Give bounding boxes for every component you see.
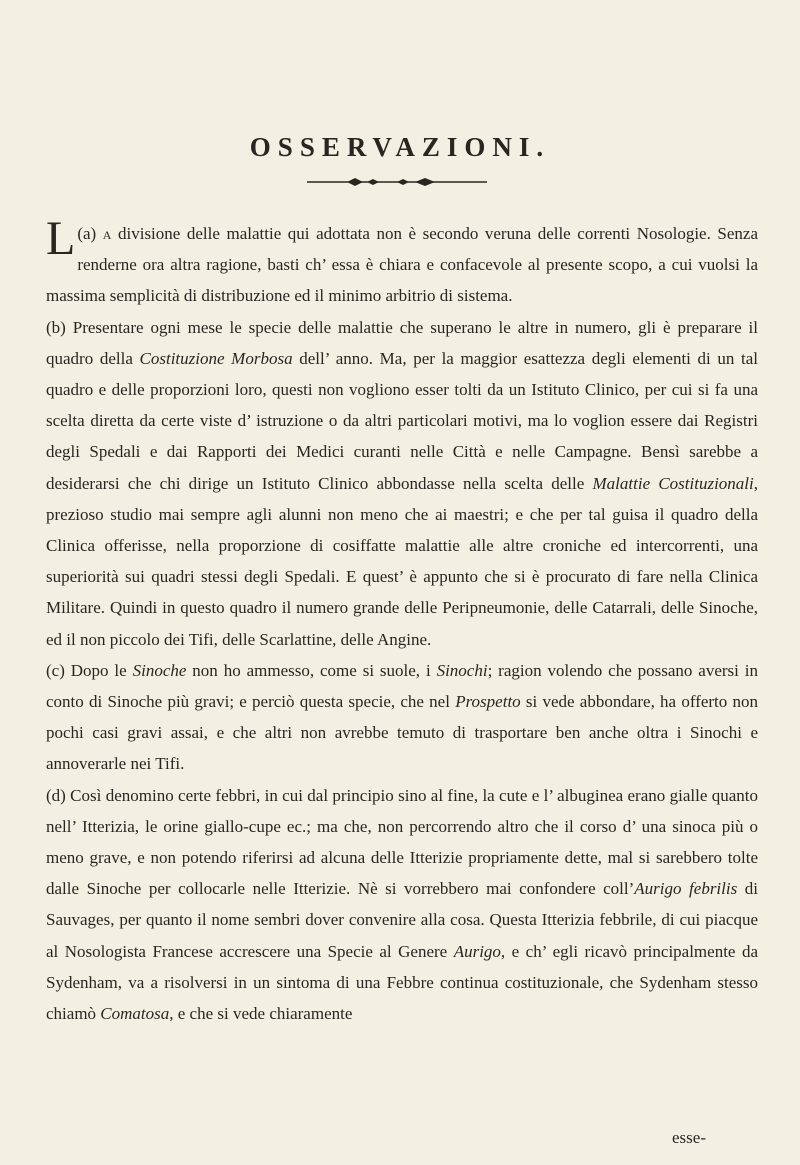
paragraph-b: [46, 312, 758, 655]
italic-run: Aurigo febrilis: [634, 879, 738, 899]
text-run: , prezioso studio mai sempre agli alunni non meno che ai maestri; e che per tal guisa il quadro della Clinica offerisse, nella proporzione di cosiffatte malattie alle altre croniche ed intercorrenti, una superiorità sui quadri stessi degli Spedali. E quest’ è appunto che si è procurato di fare nella Clinica Militare. Quindi in questo quadro il numero grande delle Peripneumonie, delle Catarrali, delle Sinoche, ed il non piccolo dei Tifi, delle Scarlattine, delle Angine.: [46, 473, 759, 649]
drop-cap: L: [46, 212, 76, 265]
text-run: Dopo le: [64, 660, 133, 680]
italic-run: Prospetto: [455, 692, 521, 712]
text-run: non ho ammesso, come si suole, i: [186, 660, 437, 680]
paragraph-d: [46, 780, 758, 1030]
text-run: dell’ anno. Ma, per la maggior esattezza degli elementi di un tal quadro e delle proporzioni loro, questi non vogliono esser tolti da un Istituto Clinico, per cui si fa una scelta diretta da certe viste d’ istruzione o da altri particolari motivi, ma lo voglion essere dai Registri degli Spedali e dai Rapporti dei Medici curanti nelle Città e nelle Campagne. Bensì sarebbe a desiderarsi che chi dirige un Istituto Clinico abbondasse nella scelta delle: [46, 348, 759, 493]
note-label: (c): [46, 660, 65, 680]
ornament-divider: [307, 176, 487, 188]
paragraph-text: divisione delle malattie qui adottata non è secondo veruna delle correnti Nosologie. Senza renderne ora altra ragione, basti ch’ essa è chiara e confacevole al presente scopo, a cui vuolsi la massima semplicità di distribuzione ed il minimo arbitrio di sistema.: [46, 224, 758, 306]
note-label: (b): [46, 317, 66, 337]
note-label: (d): [46, 785, 66, 805]
text-run: ; ragion volendo che possano aversi in conto di Sinoche più gravi; e perciò questa specie, che nel: [46, 660, 758, 712]
text-run: , e che si vede chiaramente: [169, 1004, 353, 1024]
italic-run: Comatosa: [100, 1004, 170, 1024]
italic-run: Costituzione Morbosa: [139, 348, 293, 368]
text-run: , e ch’ egli ricavò principalmente da Sydenham, va a risolversi in un sintoma di una Febbre continua costituzionale, che Sydenham stesso chiamò: [46, 941, 758, 1024]
paragraph-a: [46, 212, 758, 312]
italic-run: Aurigo: [453, 941, 501, 961]
italic-run: Malattie Costituzionali: [592, 473, 754, 493]
page-title: OSSERVAZIONI.: [249, 132, 551, 162]
small-caps-text: a: [102, 224, 112, 243]
text-run: Presentare ogni mese le specie delle malattie che superano le altre in numero, gli è preparare il quadro della: [46, 317, 758, 368]
text-run: Così denomino certe febbri, in cui dal principio sino al fine, la cute e l’ albuginea erano gialle quanto nell’ Itterizia, le orine giallo-cupe ec.; ma che, non percorrendo altro che il corso d’ una sinoca più o meno grave, e non potendo riferirsi ad alcuna delle Itterizie propriamente dette, mal si sarebbero tolte dalle Sinoche per collocarle nelle Itterizie. Nè si vorrebbero mai confondere coll’: [46, 785, 758, 899]
catchword: esse-: [672, 1128, 706, 1147]
text-run: di Sauvages, per quanto il nome sembri dover convenire alla cosa. Questa Itterizia febbrile, di cui piacque al Nosologista Francese accrescere una Specie al Genere: [46, 879, 758, 961]
body-text: [46, 212, 759, 1029]
italic-run: Sinochi: [436, 660, 488, 680]
paragraph-c: [46, 655, 758, 780]
italic-run: Sinoche: [132, 660, 187, 680]
note-label: (a): [77, 224, 97, 243]
text-run: si vede abbondare, ha offerto non pochi casi gravi assai, e che altri non avrebbe temuto di trasportare ben anche oltra i Sinochi e annoverarle nei Tifi.: [46, 692, 759, 774]
